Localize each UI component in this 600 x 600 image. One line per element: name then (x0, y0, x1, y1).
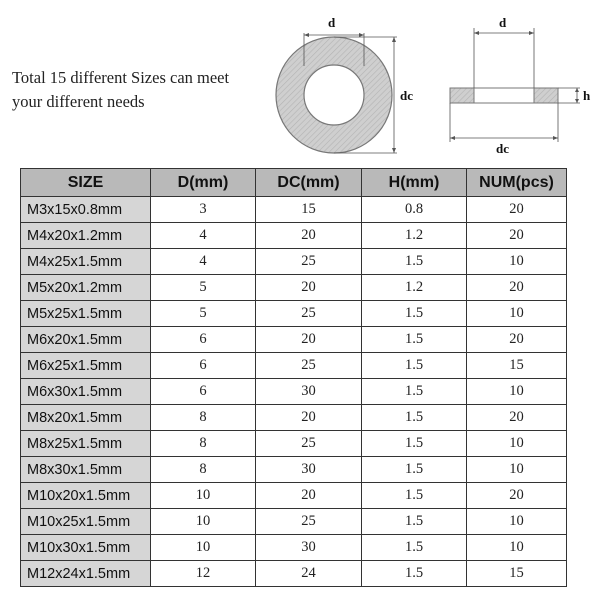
dc-cell: 20 (256, 327, 362, 353)
dc-cell: 20 (256, 483, 362, 509)
side-dc-label: dc (496, 141, 509, 156)
dc-cell: 25 (256, 249, 362, 275)
table-row (21, 483, 567, 509)
h-cell: 1.5 (362, 327, 467, 353)
num-cell: 15 (467, 353, 567, 379)
table-row (21, 353, 567, 379)
d-cell: 10 (151, 509, 256, 535)
num-cell: 20 (467, 483, 567, 509)
table-row (21, 535, 567, 561)
dc-cell: 20 (256, 275, 362, 301)
h-cell: 1.5 (362, 301, 467, 327)
h-cell: 1.5 (362, 561, 467, 587)
h-cell: 0.8 (362, 197, 467, 223)
h-cell: 1.5 (362, 249, 467, 275)
dc-cell: 30 (256, 457, 362, 483)
size-cell: M8x25x1.5mm (21, 431, 151, 457)
header-h: H(mm) (362, 169, 467, 197)
dc-cell: 30 (256, 379, 362, 405)
num-cell: 10 (467, 249, 567, 275)
size-cell: M8x20x1.5mm (21, 405, 151, 431)
diameter-d-label: d (328, 15, 336, 30)
table-row (21, 249, 567, 275)
h-cell: 1.5 (362, 353, 467, 379)
num-cell: 20 (467, 223, 567, 249)
h-cell: 1.5 (362, 405, 467, 431)
size-cell: M6x20x1.5mm (21, 327, 151, 353)
table-row (21, 561, 567, 587)
dc-cell: 25 (256, 431, 362, 457)
table-header-row (21, 169, 567, 197)
num-cell: 20 (467, 405, 567, 431)
table-row (21, 431, 567, 457)
d-cell: 6 (151, 327, 256, 353)
d-cell: 5 (151, 275, 256, 301)
num-cell: 20 (467, 327, 567, 353)
diameter-dc-label: dc (400, 88, 413, 103)
d-cell: 12 (151, 561, 256, 587)
size-cell: M6x25x1.5mm (21, 353, 151, 379)
table-row (21, 509, 567, 535)
table-row (21, 457, 567, 483)
dc-cell: 15 (256, 197, 362, 223)
header-dc: DC(mm) (256, 169, 362, 197)
size-cell: M4x20x1.2mm (21, 223, 151, 249)
d-cell: 8 (151, 457, 256, 483)
h-cell: 1.5 (362, 535, 467, 561)
dc-cell: 24 (256, 561, 362, 587)
size-cell: M6x30x1.5mm (21, 379, 151, 405)
size-cell: M3x15x0.8mm (21, 197, 151, 223)
washer-top-view (276, 33, 397, 153)
num-cell: 10 (467, 431, 567, 457)
d-cell: 3 (151, 197, 256, 223)
intro-line-1: Total 15 different Sizes can meet (12, 68, 230, 87)
header-d: D(mm) (151, 169, 256, 197)
washer-diagram (0, 0, 600, 165)
d-cell: 6 (151, 353, 256, 379)
size-cell: M5x20x1.2mm (21, 275, 151, 301)
table-row (21, 197, 567, 223)
table-row (21, 275, 567, 301)
h-cell: 1.5 (362, 509, 467, 535)
h-cell: 1.2 (362, 223, 467, 249)
h-cell: 1.5 (362, 483, 467, 509)
num-cell: 20 (467, 197, 567, 223)
d-cell: 8 (151, 405, 256, 431)
table-row (21, 327, 567, 353)
d-cell: 6 (151, 379, 256, 405)
num-cell: 10 (467, 457, 567, 483)
num-cell: 10 (467, 301, 567, 327)
h-cell: 1.5 (362, 379, 467, 405)
num-cell: 20 (467, 275, 567, 301)
thickness-h-label: h (583, 88, 591, 103)
dc-cell: 25 (256, 301, 362, 327)
size-cell: M4x25x1.5mm (21, 249, 151, 275)
d-cell: 4 (151, 249, 256, 275)
table-row (21, 301, 567, 327)
d-cell: 5 (151, 301, 256, 327)
dc-cell: 30 (256, 535, 362, 561)
size-cell: M12x24x1.5mm (21, 561, 151, 587)
dc-cell: 25 (256, 509, 362, 535)
size-cell: M8x30x1.5mm (21, 457, 151, 483)
d-cell: 10 (151, 483, 256, 509)
washer-side-view (450, 28, 580, 142)
d-cell: 4 (151, 223, 256, 249)
dc-cell: 20 (256, 405, 362, 431)
header-size: SIZE (21, 169, 151, 197)
dc-cell: 25 (256, 353, 362, 379)
table-body (21, 197, 567, 587)
num-cell: 10 (467, 535, 567, 561)
size-cell: M5x25x1.5mm (21, 301, 151, 327)
num-cell: 10 (467, 509, 567, 535)
num-cell: 15 (467, 561, 567, 587)
size-cell: M10x25x1.5mm (21, 509, 151, 535)
size-cell: M10x30x1.5mm (21, 535, 151, 561)
size-spec-table (20, 168, 567, 587)
h-cell: 1.2 (362, 275, 467, 301)
d-cell: 10 (151, 535, 256, 561)
dc-cell: 20 (256, 223, 362, 249)
side-d-label: d (499, 15, 507, 30)
size-cell: M10x20x1.5mm (21, 483, 151, 509)
header-num: NUM(pcs) (467, 169, 567, 197)
table-row (21, 405, 567, 431)
table-row (21, 223, 567, 249)
num-cell: 10 (467, 379, 567, 405)
h-cell: 1.5 (362, 431, 467, 457)
h-cell: 1.5 (362, 457, 467, 483)
intro-line-2: your different needs (12, 92, 145, 111)
d-cell: 8 (151, 431, 256, 457)
table-row (21, 379, 567, 405)
